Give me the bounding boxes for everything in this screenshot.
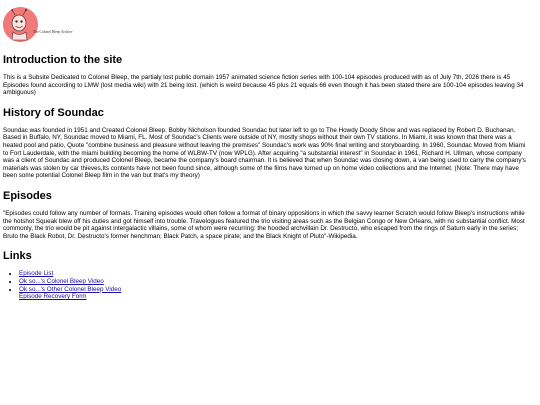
episode-recovery-form-link[interactable]: Episode Recovery Form (19, 293, 87, 301)
history-body: Soundac was founded in 1951 and Created Colonel Bleep. Bobby Nicholson founded Soundac but later left to go to The Howdy Doody Show and was replaced by Robert D. Buchanan. Based in Buffalo, NY, Soundac moved to Miami, FL. Most of Soundac's Clients were outside of NY, mostly shops without their own TV stations. In Miami, it was known that there was a heated pool and patio, Quote "combine business and pleasure without leaving the premises" Soundac's work was 90% final writing and storyboarding. In 1960, Soundac Moved from Miami to Fort Lauderdale, with the miami building becoming the home of WLBW-TV (now WPLG). After acquiring "a substantial interest" in Soundac in 1961, Richard H. Ullman, whose company was a client of Soundac and produced Colonel Bleep, became the company's board chairman. It is believed that when Soundac was closing down, a van being used to carry the company's materials was stolen by car thieves,Its contents have not been found since, although some of the films have turned up on home video collections and the Internet. (Note: There may have been some potential Colonel Bleep film in the van but that's my theory) (3, 126, 526, 180)
other-colonel-bleep-video-link[interactable]: Ok so...'s Other Colonel Bleep Video (19, 285, 122, 293)
intro-section (3, 54, 531, 97)
colonel-bleep-video-link[interactable]: Ok so...'s Colonel Bleep Video (19, 278, 104, 286)
intro-body: This is a Subsite Dedicated to Colonel Bleep, the partialy lost public domain 1957 animated science fiction series with 100-104 episodes produced with as of July 7th, 2026 there is 45 Episodes found according to LMW (lost media wiki) with 21 being lost. (which is weird because 45 plus 21 equals 66 even though it has been stated there are 100-104 episodes leaving 34 ambiguous) (3, 74, 524, 97)
link-item (19, 293, 531, 301)
links-section (3, 250, 531, 301)
link-item (19, 286, 531, 294)
logo-character-icon (3, 7, 38, 42)
links-heading: Links (3, 250, 32, 263)
episodes-heading: Episodes (3, 189, 52, 202)
intro-heading: Introduction to the site (3, 54, 123, 66)
logo-character-drawing (3, 7, 38, 42)
site-logo[interactable] (3, 7, 83, 47)
link-item (19, 270, 531, 278)
episodes-body: "Episodes could follow any number of formats. Training episodes would often follow a format of binary oppositions in which the savvy learner Scratch would follow Bleep's instructions while the hotshot Squeak blew off his duties and got himself into trouble. Travelogues featured the trio visiting areas such as the Belgian Congo or New Orleans, with no substantial conflict. Most commonly, the trio would be pit against intergalactic villains, some of whom were recurring: the hooded archvillain Dr. Destructo, who escaped from the rings of Saturn early in the series; Bruto the Black Robot, Dr. Destructo's former henchman; Black Patch, a space pirate; and the Black Knight of Pluto"-Wikipedia. (3, 209, 525, 240)
episode-list-link[interactable]: Episode List (19, 270, 54, 278)
link-item (19, 278, 531, 286)
episodes-section (3, 190, 531, 240)
main-content (3, 54, 531, 301)
logo-text: The Colonel Bleep Archive (33, 30, 73, 34)
links-list (3, 270, 531, 301)
history-section (3, 107, 531, 180)
history-heading: History of Soundac (3, 106, 104, 119)
